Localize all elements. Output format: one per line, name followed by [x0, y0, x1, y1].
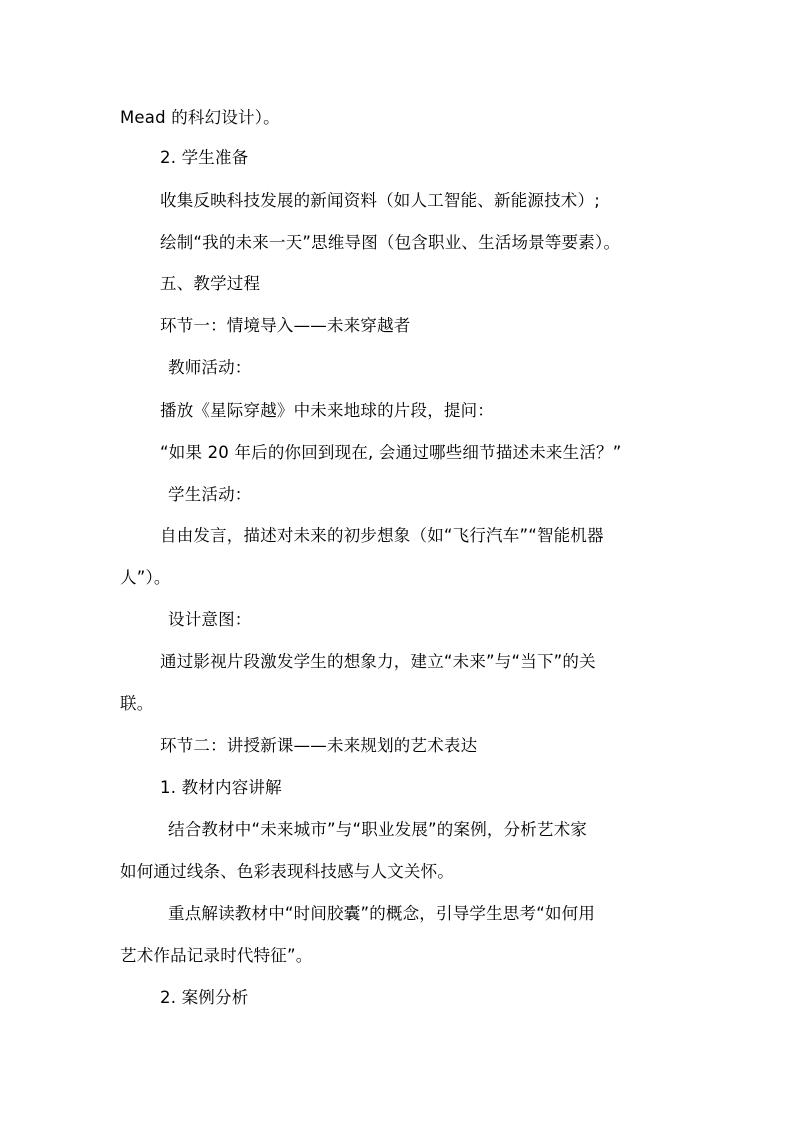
text-line: 通过影视片段激发学生的想象力，建立“未来”与“当下”的关 [160, 652, 596, 671]
section-heading: 1. 教材内容讲解 [160, 778, 282, 797]
text-line: 联。 [120, 694, 154, 713]
section-heading: 环节二：讲授新课——未来规划的艺术表达 [160, 736, 478, 755]
section-heading: 环节一：情境导入——未来穿越者 [160, 316, 411, 335]
text-line: 学生活动： [168, 485, 252, 504]
text-line: 重点解读教材中“时间胶囊”的概念，引导学生思考“如何用 [168, 904, 596, 923]
text-line: “如果 20 年后的你回到现在, 会通过哪些细节描述未来生活？” [160, 443, 622, 462]
section-heading: 五、教学过程 [160, 274, 261, 293]
text-line: 收集反映科技发展的新闻资料（如人工智能、新能源技术）; [160, 191, 600, 210]
text-line: 自由发言，描述对未来的初步想象（如“飞行汽车”“智能机器 [160, 526, 604, 545]
text-line: 教师活动： [168, 358, 252, 377]
section-heading: 2. 案例分析 [160, 988, 249, 1007]
text-line: 艺术作品记录时代特征”。 [120, 946, 313, 965]
text-line: 绘制“我的未来一天”思维导图（包含职业、生活场景等要素）。 [160, 233, 621, 252]
text-line: 设计意图： [168, 610, 252, 629]
text-line: 播放《星际穿越》中未来地球的片段，提问： [160, 401, 494, 420]
section-heading: 2. 学生准备 [160, 148, 249, 167]
text-line: 如何通过线条、色彩表现科技感与人文关怀。 [120, 862, 454, 881]
text-line: 人”）。 [120, 568, 171, 587]
text-line: Mead 的科幻设计）。 [120, 108, 280, 127]
text-line: 结合教材中“未来城市”与“职业发展”的案例，分析艺术家 [168, 820, 588, 839]
